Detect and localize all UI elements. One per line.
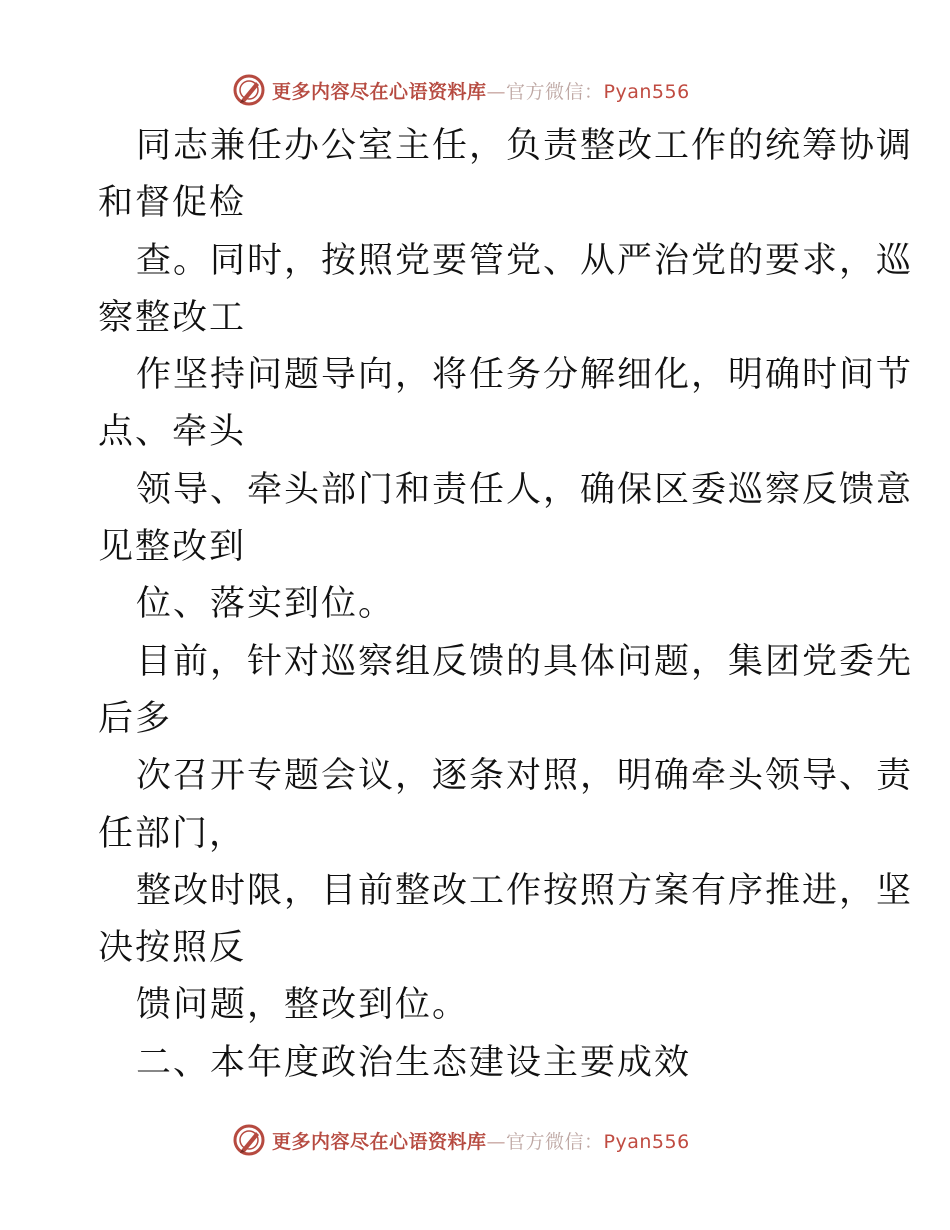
watermark-id: Pyan556 xyxy=(603,80,690,103)
pen-logo-icon xyxy=(232,1123,266,1157)
body-line: 同志兼任办公室主任，负责整改工作的统筹协调 xyxy=(136,126,914,166)
body-line: 后多 xyxy=(98,698,173,739)
watermark-brand: 更多内容尽在心语资料库 xyxy=(272,80,487,103)
body-line: 察整改工 xyxy=(98,297,247,338)
watermark-text xyxy=(272,1127,690,1154)
watermark-id: Pyan556 xyxy=(603,1130,690,1153)
watermark-label: 官方微信： xyxy=(506,1130,604,1153)
pen-logo-icon xyxy=(232,73,266,107)
watermark-dash: — xyxy=(486,80,507,103)
body-line: 目前，针对巡察组反馈的具体问题，集团党委先 xyxy=(136,641,914,682)
body-line: 和督促检 xyxy=(98,183,247,224)
watermark-label: 官方微信： xyxy=(506,80,604,103)
body-line: 位、落实到位。 xyxy=(136,584,396,625)
body-line: 点、牵头 xyxy=(98,412,247,453)
watermark-header xyxy=(232,70,690,110)
body-line: 领导、牵头部门和责任人，确保区委巡察反馈意 xyxy=(136,469,914,510)
body-line: 整改时限，目前整改工作按照方案有序推进，坚 xyxy=(136,870,914,911)
body-line: 决按照反 xyxy=(98,928,247,969)
watermark-dash: — xyxy=(486,1130,507,1153)
body-line: 任部门， xyxy=(98,813,247,854)
watermark-text xyxy=(272,77,690,104)
body-line: 次召开专题会议，逐条对照，明确牵头领导、责 xyxy=(136,756,914,797)
body-line: 查。同时，按照党要管党、从严治党的要求，巡 xyxy=(136,240,914,281)
document-body xyxy=(98,118,914,1092)
watermark-footer xyxy=(232,1120,690,1160)
body-line: 作坚持问题导向，将任务分解细化，明确时间节 xyxy=(136,355,914,396)
body-line: 见整改到 xyxy=(98,527,247,568)
body-line: 馈问题，整改到位。 xyxy=(136,985,470,1026)
watermark-brand: 更多内容尽在心语资料库 xyxy=(272,1130,487,1153)
section-heading: 二、本年度政治生态建设主要成效 xyxy=(136,1042,692,1083)
